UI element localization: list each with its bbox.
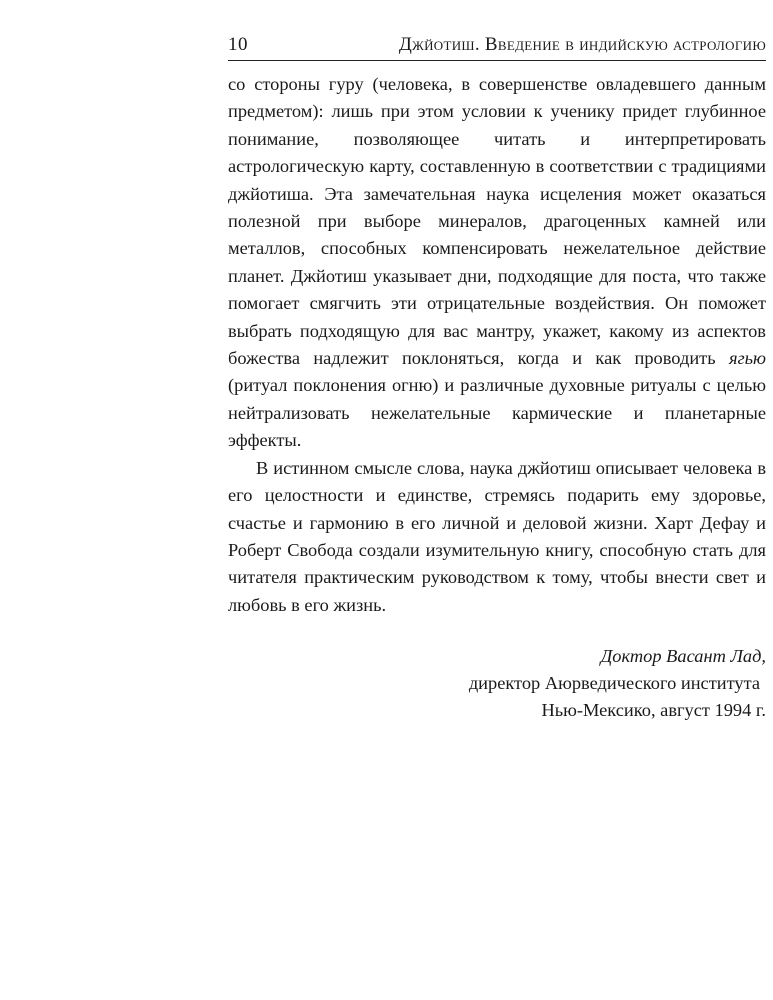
paragraph-2: В истинном смысле слова, наука джйотиш описывает человека в его целостности и единстве, стремясь подарить ему здоровье, счастье и гармонию в его личной и деловой жизни. Харт Дефау и Роберт Свобода создали изумительную книгу, способную стать для читателя практическим руководством к тому, чтобы внести свет и любовь в его жизнь. — [228, 457, 766, 615]
paragraph-1 — [228, 71, 766, 455]
body-text — [228, 71, 766, 619]
paragraph-1-italic-term: ягью — [728, 348, 766, 369]
paragraph-1-text: со стороны гуру (человека, в совершенстве овладевшего данным предметом): лишь при этом условии к ученику придет глубинное понимание, позволяющее читать и интерпретировать астрологическую карту, составленную в соответствии с традициями джйотиша. Эта замечательная наука исцеления может оказаться полезной при выборе минералов, драгоценных камней или металлов, способных компенсировать нежелательное действие планет. Джйотиш указывает дни, подходящие для поста, что также помогает смягчить эти отрицательные воздействия. Он поможет выбрать подходящую для вас мантру, укажет, какому из аспектов божества надлежит поклоняться, когда и как проводить — [228, 74, 766, 369]
signature-place-date: Нью-Мексико, август 1994 г. — [541, 700, 766, 721]
book-page — [228, 34, 766, 724]
page-number: 10 — [228, 34, 248, 55]
running-title: Джйотиш. Введение в индийскую астрологию — [398, 34, 766, 55]
page-header — [228, 34, 766, 61]
paragraph-1-text-end: (ритуал поклонения огню) и различные духовные ритуалы с целью нейтрализовать нежелательные кармические и планетарные эффекты. — [228, 375, 766, 451]
signature-position: директор Аюрведического института — [468, 673, 760, 694]
signature-author: Доктор Васант Лад, — [600, 646, 766, 667]
signature-block — [228, 643, 766, 724]
